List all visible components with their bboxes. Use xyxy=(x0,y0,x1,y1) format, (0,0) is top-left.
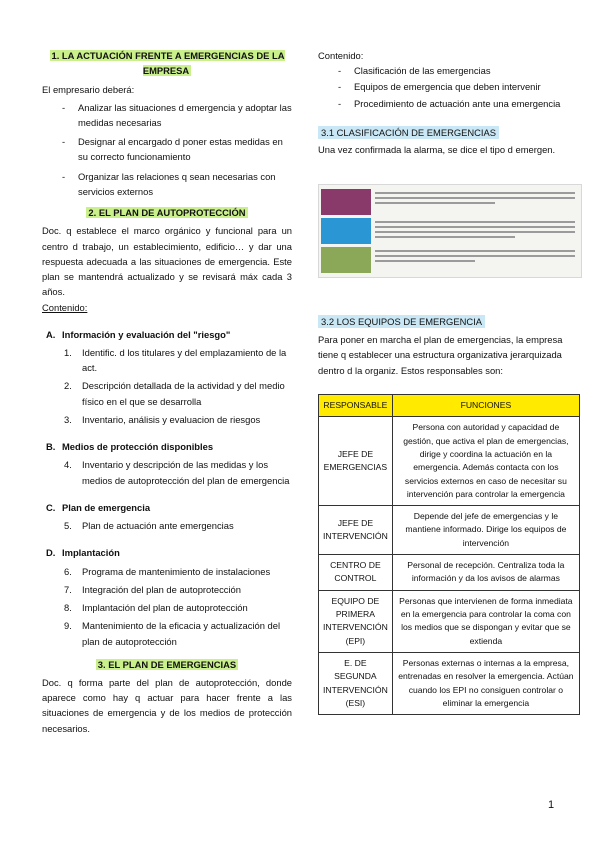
plan-section-d xyxy=(42,545,292,648)
responsable-cell: EQUIPO DE PRIMERA INTERVENCIÓN (EPI) xyxy=(319,590,393,652)
table-row xyxy=(319,506,580,555)
list-item: 3. Inventario, análisis y evaluacion de riesgos xyxy=(64,413,261,425)
image-row xyxy=(321,247,579,273)
page-number: 1 xyxy=(548,799,555,811)
image-row xyxy=(321,218,579,244)
plan-sections xyxy=(42,327,292,649)
table-row xyxy=(319,417,580,506)
section-3-2 xyxy=(318,314,580,715)
plan-section-b xyxy=(42,439,292,488)
funciones-cell: Personal de recepción. Centraliza toda la información y da los avisos de alarmas xyxy=(392,555,579,591)
section-marker: B. xyxy=(46,441,56,453)
section-3-2-heading xyxy=(318,314,580,329)
plan-section-title: Plan de emergencia xyxy=(62,501,151,513)
section-2-heading xyxy=(42,205,292,220)
parcial-tag xyxy=(321,218,371,244)
section-3-title: 3. EL PLAN DE EMERGENCIAS xyxy=(97,658,237,670)
table-row xyxy=(319,590,580,652)
list-item: - Equipos de emergencia que deben intervenir xyxy=(338,79,580,94)
section-3-1-title: 3.1 CLASIFICACIÓN DE EMERGENCIAS xyxy=(318,126,499,139)
responsable-cell: JEFE DE INTERVENCIÓN xyxy=(319,506,393,555)
plan-section-title: Medios de protección disponibles xyxy=(62,441,214,453)
emergency-teams-table xyxy=(318,394,580,715)
table-row xyxy=(319,652,580,714)
funciones-cell: Personas externas o internas a la empresa, entrenadas en resolver la emergencia. Actúan cuando los EPI no consiguen controlar o eliminar la emergencia xyxy=(392,652,579,714)
plan-section-a xyxy=(42,327,292,427)
section-3-1-body: Una vez confirmada la alarma, se dice el tipo d emergen. xyxy=(318,144,556,156)
emergency-classification-image xyxy=(318,184,582,278)
list-item: 9. Mantenimiento de la eficacia y actualización del plan de autoprotección xyxy=(64,620,281,647)
section-marker: C. xyxy=(46,501,56,513)
list-item: - Organizar las relaciones q sean necesarias con servicios externos xyxy=(62,169,292,199)
list-item: 1. Identific. d los titulares y del emplazamiento de la act. xyxy=(64,346,287,374)
plan-section-c xyxy=(42,500,292,533)
funciones-cell: Persona con autoridad y capacidad de gestión, que activa el plan de emergencias, dirige y coordina la actuación en la emergencia. Además contacta con los servicios externos en caso de necesitar su intervención para controlar la emergencia xyxy=(392,417,579,506)
header-responsable: RESPONSABLE xyxy=(319,394,393,416)
contenido-list xyxy=(318,63,580,111)
list-item: - Procedimiento de actuación ante una emergencia xyxy=(338,96,580,111)
section-1-heading xyxy=(42,48,292,78)
list-item: 5. Plan de actuación ante emergencias xyxy=(64,520,234,532)
section-1-title: 1. LA ACTUACIÓN FRENTE A EMERGENCIAS DE LA EMPRESA xyxy=(51,50,285,77)
list-item: 2. Descripción detallada de la actividad y del medio físico en el que se desarrolla xyxy=(64,380,285,407)
left-column xyxy=(42,0,292,736)
list-item: 8. Implantación del plan de autoprotección xyxy=(64,602,248,614)
list-item: 6. Programa de mantenimiento de instalaciones xyxy=(64,565,271,577)
contenido-label: Contenido: xyxy=(42,301,88,313)
section-marker: D. xyxy=(46,547,56,559)
section-2-title: 2. EL PLAN DE AUTOPROTECCIÓN xyxy=(88,207,246,219)
contenido-label-right: Contenido: xyxy=(318,50,364,61)
section-3-body: Doc. q forma parte del plan de autoprotección, donde aparece como hay q actuar para hacer frente a las situaciones de emergencia y de los medios de protección necesarios. xyxy=(42,676,292,734)
general-tag xyxy=(321,247,371,273)
section-2-body: Doc. q establece el marco orgánico y funcional para un centro d trabajo, un establecimiento, edificio… y dar una respuesta adecuada a las situaciones de emergencia. Este plan se mantendrá actualizado y se revisará máx cada 3 años. xyxy=(42,225,292,298)
plan-section-title: Implantación xyxy=(62,547,120,559)
list-item: - Clasificación de las emergencias xyxy=(338,63,580,78)
list-item: - Designar al encargado d poner estas medidas en su correcto funcionamiento xyxy=(62,134,292,164)
image-row xyxy=(321,189,579,215)
table-header-row xyxy=(319,394,580,416)
section-3-heading xyxy=(42,657,292,672)
table-row xyxy=(319,555,580,591)
right-column xyxy=(318,0,580,157)
conato-tag xyxy=(321,189,371,215)
header-funciones: FUNCIONES xyxy=(392,394,579,416)
section-1-intro: El empresario deberá: xyxy=(42,84,135,96)
list-item: 4. Inventario y descripción de las medidas y los medios de autoprotección del plan de emergencia xyxy=(64,459,290,486)
plan-section-title: Información y evaluación del "riesgo" xyxy=(62,328,231,340)
list-item: - Analizar las situaciones d emergencia y adoptar las medidas necesarias xyxy=(62,100,292,130)
funciones-cell: Depende del jefe de emergencias y le mantiene informado. Dirige los equipos de intervención xyxy=(392,506,579,555)
funciones-cell: Personas que intervienen de forma inmediata en la emergencia para controlar la coma con los medios que se dispongan y evitar que se extienda xyxy=(392,590,579,652)
responsable-cell: CENTRO DE CONTROL xyxy=(319,555,393,591)
section-1-list xyxy=(42,100,292,199)
responsable-cell: JEFE DE EMERGENCIAS xyxy=(319,417,393,506)
section-3-2-body: Para poner en marcha el plan de emergencias, la empresa tiene q establecer una estructura organizativa jerarquizada dentro d la organiz. Estos responsables son: xyxy=(318,334,563,376)
responsable-cell: E. DE SEGUNDA INTERVENCIÓN (ESI) xyxy=(319,652,393,714)
section-marker: A. xyxy=(46,328,56,340)
section-3-2-title: 3.2 LOS EQUIPOS DE EMERGENCIA xyxy=(318,315,485,328)
list-item: 7. Integración del plan de autoprotección xyxy=(64,583,241,595)
section-3-1-heading xyxy=(318,125,580,140)
